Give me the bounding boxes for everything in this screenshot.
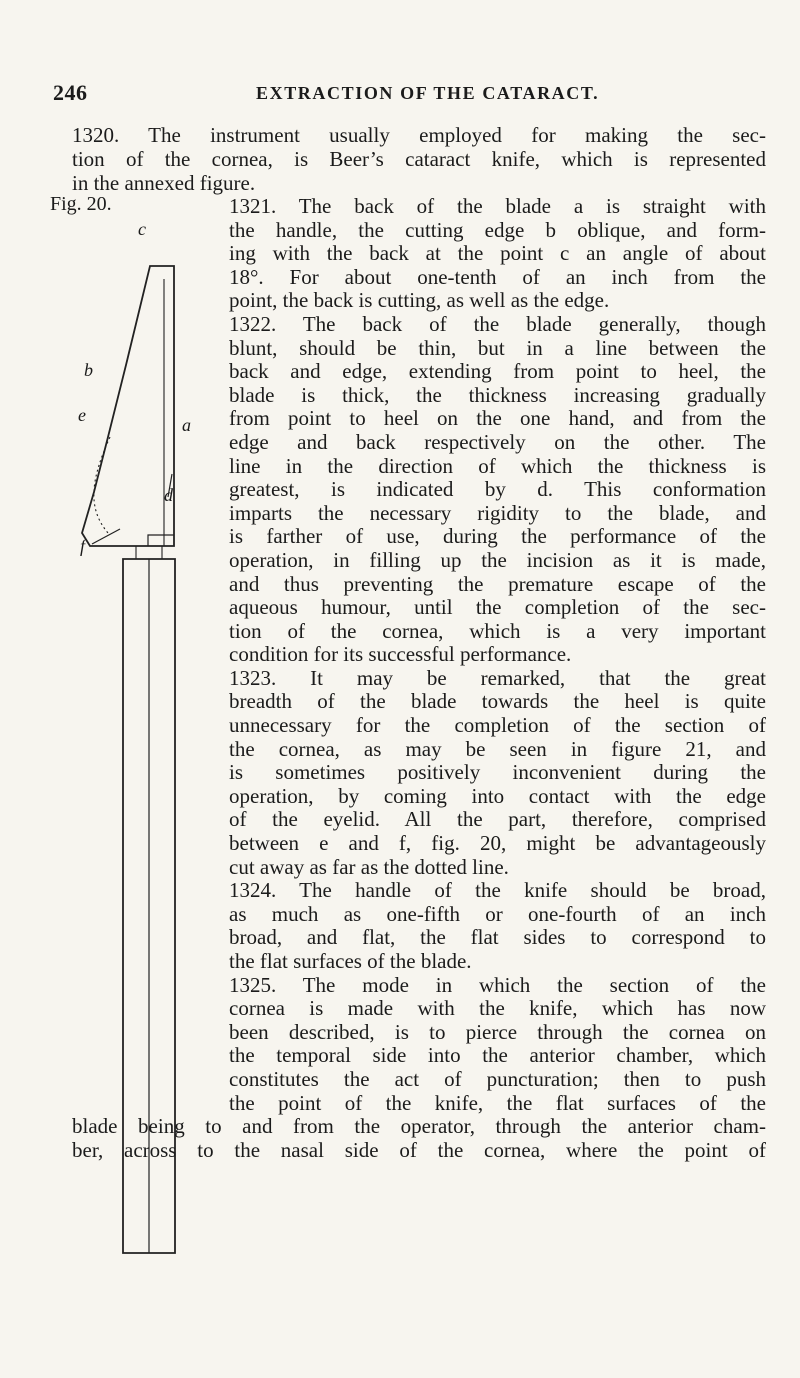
text-line: edge and back respectively on the other. The (229, 430, 766, 454)
text-line: breadth of the blade towards the heel is quite (229, 690, 766, 714)
figure-letter-c: c (138, 219, 146, 239)
page-header (0, 80, 800, 112)
text-line: cornea is made with the knife, which has now (229, 997, 766, 1021)
text-line: 1321. The back of the blade a is straight with (229, 195, 766, 218)
text-line: tion of the cornea, which is a very important (229, 619, 766, 643)
figure-letter-a: a (182, 415, 191, 435)
text-line: broad, and flat, the flat sides to correspond to (229, 926, 766, 950)
text-line: from point to heel on the one hand, and from the (229, 407, 766, 431)
text-line: 1324. The handle of the knife should be broad, (229, 879, 766, 903)
text-line: aqueous humour, until the completion of the sec- (229, 596, 766, 620)
text-line: operation, by coming into contact with the edge (229, 784, 766, 808)
text-line: of the eyelid. All the part, therefore, comprised (229, 808, 766, 832)
text-line: blade is thick, the thickness increasing gradually (229, 383, 766, 407)
text-line: the temporal side into the anterior chamber, which (229, 1044, 766, 1068)
paragraph-1320-line-1: 1320. The instrument usually employed for making the sec- (72, 124, 766, 147)
text-line: operation, in filling up the incision as it is made, (229, 548, 766, 572)
text-line: back and edge, extending from point to heel, the (229, 360, 766, 384)
figure-letter-b: b (84, 360, 93, 380)
figure-letter-f: f (80, 536, 86, 556)
text-line: constitutes the act of puncturation; then to push (229, 1067, 766, 1091)
text-line: greatest, is indicated by d. This conformation (229, 478, 766, 502)
text-line: ing with the back at the point c an angle of about (229, 242, 766, 266)
text-line: as much as one-fifth or one-fourth of an inch (229, 902, 766, 926)
cataract-knife-drawing (50, 167, 225, 1277)
knife-bolster (148, 535, 174, 546)
text-line: been described, is to pierce through the cornea on (229, 1020, 766, 1044)
text-line: condition for its successful performance. (229, 643, 572, 667)
text-line: 1325. The mode in which the section of the (229, 973, 766, 997)
text-line: the point of the knife, the flat surfaces of the (229, 1091, 766, 1115)
text-line: 18°. For about one-tenth of an inch from the (229, 265, 766, 289)
figure-letter-e: e (78, 405, 86, 425)
text-line: is farther of use, during the performance of the (229, 525, 766, 549)
paragraph-1320-line-2: tion of the cornea, is Beer’s cataract knife, which is represented (72, 148, 766, 171)
page-number: 246 (53, 80, 88, 105)
text-line: blunt, should be thin, but in a line between the (229, 336, 766, 360)
text-line: is sometimes positively inconvenient during the (229, 761, 766, 785)
paragraph-1325-tail-line-1: blade being to and from the operator, through the anterior cham- (72, 1115, 766, 1138)
text-line: point, the back is cutting, as well as the edge. (229, 289, 610, 313)
knife-blade-outline (82, 266, 174, 546)
text-line: unnecessary for the completion of the section of (229, 714, 766, 738)
figure-20 (50, 167, 225, 1277)
text-line: line in the direction of which the thickness is (229, 454, 766, 478)
body-column-text (229, 195, 766, 1115)
text-line: the handle, the cutting edge b oblique, and form- (229, 218, 766, 242)
running-head: EXTRACTION OF THE CATARACT. (256, 83, 600, 103)
figure-caption: Fig. 20. (50, 193, 112, 215)
text-line: 1322. The back of the blade generally, though (229, 312, 766, 336)
text-line: between e and f, fig. 20, might be advantageously (229, 832, 766, 856)
paragraph-1320-line-3: in the annexed figure. (72, 172, 256, 195)
text-line: imparts the necessary rigidity to the blade, and (229, 501, 766, 525)
text-line: 1323. It may be remarked, that the great (229, 666, 766, 690)
text-line: and thus preventing the premature escape of the (229, 572, 766, 596)
text-line: the flat surfaces of the blade. (229, 950, 472, 973)
paragraph-1325-tail-line-2: ber, across to the nasal side of the cornea, where the point of (72, 1139, 766, 1162)
figure-letter-d: d (164, 485, 173, 505)
text-line: cut away as far as the dotted line. (229, 855, 509, 879)
text-line: the cornea, as may be seen in figure 21, and (229, 737, 766, 761)
